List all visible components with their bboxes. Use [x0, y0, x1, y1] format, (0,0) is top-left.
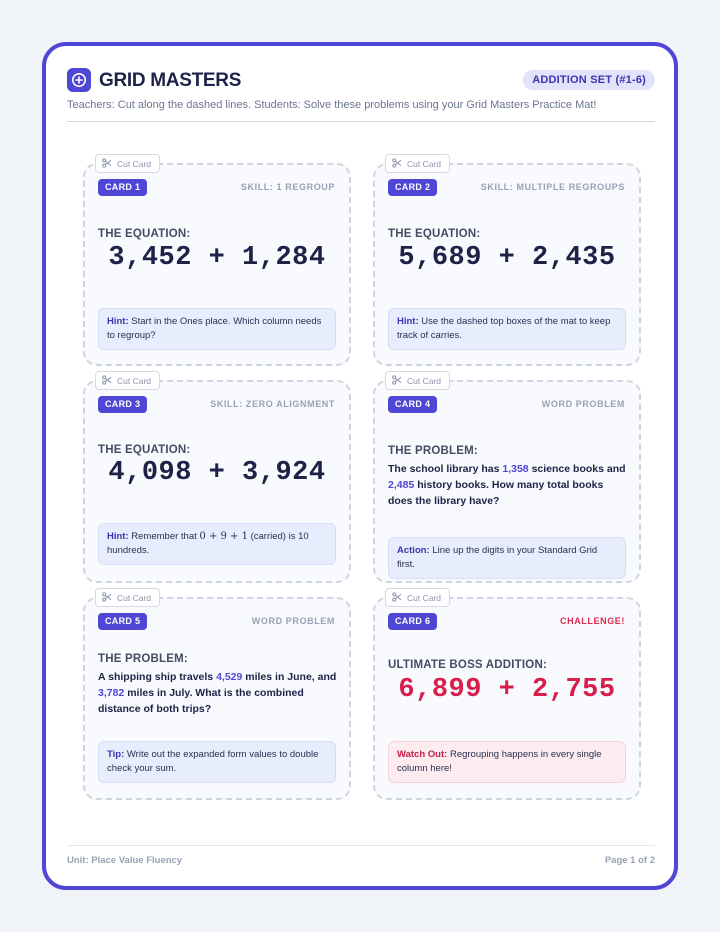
problem-text: science books and: [531, 463, 626, 475]
warning-text: Regrouping happens in every single column here!: [397, 749, 602, 774]
card-4: [373, 375, 641, 583]
problem-text: history books. How many total books does the library have?: [388, 479, 604, 507]
word-problem-text: [98, 669, 338, 717]
action-text: Line up the digits in your Standard Grid first.: [397, 545, 598, 570]
highlight-number: 3,782: [98, 687, 125, 699]
cut-card-label: Cut Card: [117, 375, 152, 386]
scissors-icon: [102, 375, 112, 387]
boss-heading: ULTIMATE BOSS ADDITION:: [388, 659, 547, 671]
skill-label: SKILL: MULTIPLE REGROUPS: [480, 182, 625, 192]
highlight-number: 4,529: [216, 671, 243, 683]
cut-card-label: Cut Card: [407, 592, 442, 603]
instructions-text: Teachers: Cut along the dashed lines. Students: Solve these problems using your Grid Masters Practice Mat!: [67, 99, 597, 111]
problem-text: miles in June, and: [245, 671, 337, 683]
problem-heading: THE PROBLEM:: [388, 445, 478, 457]
scissors-icon: [102, 592, 112, 604]
worksheet-page: [42, 42, 678, 890]
problem-heading: THE PROBLEM:: [98, 653, 188, 665]
card-3: [83, 375, 351, 583]
action-keyword: Action:: [397, 545, 430, 556]
hint-keyword: Hint:: [107, 531, 129, 542]
hint-text-end: (carried) is 10 hundreds.: [107, 531, 309, 556]
card-5: [83, 592, 351, 800]
scissors-icon: [102, 158, 112, 170]
cut-card-tag: [385, 371, 450, 390]
problem-text: A shipping ship travels: [98, 671, 214, 683]
tip-keyword: Tip:: [107, 749, 125, 760]
cut-card-tag: [385, 154, 450, 173]
scissors-icon: [392, 158, 402, 170]
skill-label: SKILL: 1 REGROUP: [240, 182, 335, 192]
cut-card-tag: [385, 588, 450, 607]
skill-label: WORD PROBLEM: [541, 399, 625, 409]
unit-label: Unit: Place Value Fluency: [67, 855, 183, 866]
hint-text: Use the dashed top boxes of the mat to keep track of carries.: [397, 316, 611, 341]
math-expression: 0 + 9 + 1: [199, 531, 248, 542]
cut-card-label: Cut Card: [407, 375, 442, 386]
tip-box: [98, 741, 336, 783]
equation-heading: THE EQUATION:: [98, 444, 191, 456]
word-problem-text: [388, 461, 628, 509]
page-title: GRID MASTERS: [99, 70, 242, 91]
cut-card-tag: [95, 154, 160, 173]
cut-card-tag: [95, 371, 160, 390]
problem-text: miles in July. What is the combined distance of both trips?: [98, 687, 304, 715]
card-number-badge: CARD 4: [388, 396, 437, 413]
card-6: [373, 592, 641, 800]
page-number: Page 1 of 2: [604, 855, 655, 866]
card-number-badge: CARD 1: [98, 179, 147, 196]
scissors-icon: [392, 375, 402, 387]
card-2: [373, 158, 641, 366]
equation-heading: THE EQUATION:: [98, 228, 191, 240]
equation-heading: THE EQUATION:: [388, 228, 481, 240]
scissors-icon: [392, 592, 402, 604]
equation: 4,098 + 3,924: [108, 458, 326, 488]
cut-card-label: Cut Card: [117, 592, 152, 603]
skill-label: WORD PROBLEM: [251, 616, 335, 626]
highlight-number: 2,485: [388, 479, 415, 491]
warning-box: [388, 741, 626, 783]
highlight-number: 1,358: [502, 463, 529, 475]
cut-card-label: Cut Card: [117, 158, 152, 169]
action-box: [388, 537, 626, 579]
equation: 3,452 + 1,284: [108, 243, 326, 273]
hint-text-start: Remember that: [131, 531, 197, 542]
equation: 5,689 + 2,435: [398, 243, 616, 273]
tip-text: Write out the expanded form values to double check your sum.: [107, 749, 319, 774]
problem-text: The school library has: [388, 463, 500, 475]
hint-box: [98, 308, 336, 350]
skill-label: SKILL: ZERO ALIGNMENT: [210, 399, 335, 409]
worksheet-header: [67, 68, 655, 122]
worksheet-footer: [67, 845, 655, 869]
cut-card-tag: [95, 588, 160, 607]
warning-keyword: Watch Out:: [397, 749, 448, 760]
hint-box: [98, 523, 336, 565]
hint-keyword: Hint:: [107, 316, 129, 327]
card-number-badge: CARD 5: [98, 613, 147, 630]
hint-box: [388, 308, 626, 350]
cut-card-label: Cut Card: [407, 158, 442, 169]
hint-keyword: Hint:: [397, 316, 419, 327]
card-1: [83, 158, 351, 366]
set-badge: ADDITION SET (#1-6): [523, 70, 655, 90]
boss-equation: 6,899 + 2,755: [398, 675, 616, 705]
card-number-badge: CARD 2: [388, 179, 437, 196]
challenge-label: CHALLENGE!: [560, 616, 625, 626]
card-number-badge: CARD 3: [98, 396, 147, 413]
card-number-badge: CARD 6: [388, 613, 437, 630]
plus-circle-icon: [67, 68, 91, 92]
hint-text: Start in the Ones place. Which column needs to regroup?: [107, 316, 322, 341]
